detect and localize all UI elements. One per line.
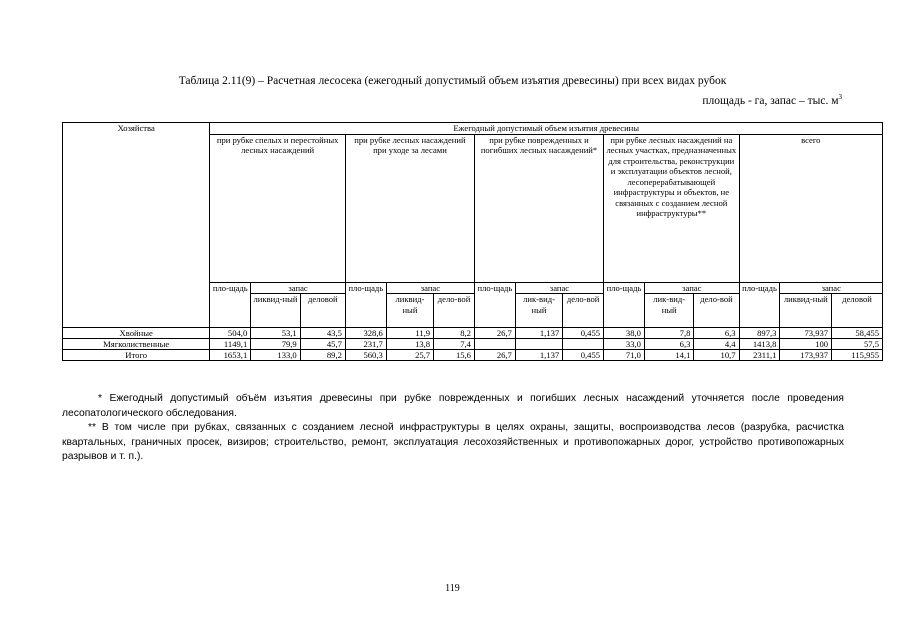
cell: 2311,1 — [739, 350, 780, 361]
cell: 43,5 — [300, 328, 345, 339]
header-group-3: при рубке поврежденных и погибших лесных насаждений* — [474, 134, 603, 282]
cell: 10,7 — [694, 350, 739, 361]
header-stock: запас — [251, 282, 346, 294]
header-area: пло-щадь — [739, 282, 780, 328]
cell: 7,8 — [644, 328, 693, 339]
cell: 1,137 — [515, 350, 562, 361]
row-name: Мягколиственные — [63, 339, 210, 350]
cell: 560,3 — [345, 350, 386, 361]
cell: 45,7 — [300, 339, 345, 350]
logging-table — [62, 122, 883, 361]
header-area: пло-щадь — [210, 282, 251, 328]
cell: 57,5 — [832, 339, 883, 350]
header-group-2: при рубке лесных насаждений при уходе за лесами — [345, 134, 474, 282]
units-label: площадь - га, запас – тыс. $м^3$ — [702, 93, 842, 107]
cell — [515, 339, 562, 350]
cell: 1,137 — [515, 328, 562, 339]
row-name: Итого — [63, 350, 210, 361]
cell: 73,937 — [780, 328, 832, 339]
header-stock: запас — [515, 282, 603, 294]
header-liquid: ликвид-ный — [386, 294, 433, 328]
cell: 4,4 — [694, 339, 739, 350]
header-business: деловой — [300, 294, 345, 328]
cell: 1413,8 — [739, 339, 780, 350]
cell: 26,7 — [474, 350, 515, 361]
cell: 0,455 — [563, 328, 604, 339]
header-group-5: всего — [739, 134, 882, 282]
cell: 15,6 — [434, 350, 475, 361]
cell: 58,455 — [832, 328, 883, 339]
cell: 26,7 — [474, 328, 515, 339]
cell: 173,937 — [780, 350, 832, 361]
header-area: пло-щадь — [474, 282, 515, 328]
footnotes — [62, 392, 844, 465]
header-liquid: ликвид-ный — [780, 294, 832, 328]
cell: 504,0 — [210, 328, 251, 339]
cell: 328,6 — [345, 328, 386, 339]
cell: 38,0 — [604, 328, 645, 339]
header-business: деловой — [832, 294, 883, 328]
table-row — [63, 328, 883, 339]
header-farm: Хозяйства — [63, 123, 210, 328]
header-liquid: лик-вид-ный — [644, 294, 693, 328]
header-group-1: при рубке спелых и перестойных лесных насаждений — [210, 134, 346, 282]
table-row — [63, 350, 883, 361]
cell: 33,0 — [604, 339, 645, 350]
cell — [563, 339, 604, 350]
header-liquid: лик-вид-ный — [515, 294, 562, 328]
header-stock: запас — [644, 282, 739, 294]
cell — [474, 339, 515, 350]
header-liquid: ликвид-ный — [251, 294, 300, 328]
table-row — [63, 339, 883, 350]
footnote-2: ** В том числе при рубках, связанных с созданием лесной инфраструктуры в целях охраны, защиты, воспроизводства лесов (разрубка, расчистка квартальных, граничных просек, визиров; строительство, ремонт, эксплуатация лесохозяйственных и противопожарных дорог, устройство противопожарных разрывов и т. п.). — [62, 422, 844, 462]
cell: 71,0 — [604, 350, 645, 361]
cell: 8,2 — [434, 328, 475, 339]
cell: 100 — [780, 339, 832, 350]
cell: 13,8 — [386, 339, 433, 350]
cell: 6,3 — [694, 328, 739, 339]
header-area: пло-щадь — [604, 282, 645, 328]
cell: 231,7 — [345, 339, 386, 350]
header-group-4: при рубке лесных насаждений на лесных участках, предназначенных для строительства, реконструкции и эксплуатации объектов лесной, лесоперерабатывающей инфраструктуры и объектов, не связанных с созданием лесной инфраструктуры** — [604, 134, 740, 282]
cell: 7,4 — [434, 339, 475, 350]
header-business: дело-вой — [434, 294, 475, 328]
cell: 79,9 — [251, 339, 300, 350]
cell: 14,1 — [644, 350, 693, 361]
cell: 897,3 — [739, 328, 780, 339]
header-business: дело-вой — [563, 294, 604, 328]
cell: 115,955 — [832, 350, 883, 361]
cell: 25,7 — [386, 350, 433, 361]
cell: 53,1 — [251, 328, 300, 339]
header-group: Ежегодный допустимый объем изъятия древесины — [210, 123, 883, 135]
row-name: Хвойные — [63, 328, 210, 339]
cell: 133,0 — [251, 350, 300, 361]
header-area: пло-щадь — [345, 282, 386, 328]
footnote-1: * Ежегодный допустимый объём изъятия древесины при рубке поврежденных и погибших лесных насаждений уточняется после проведения лесопатологического обследования. — [62, 393, 844, 419]
header-stock: запас — [386, 282, 474, 294]
table-title: Таблица 2.11(9) – Расчетная лесосека (ежегодный допустимый объем изъятия древесины) при всех видах рубок — [178, 75, 727, 87]
cell: 0,455 — [563, 350, 604, 361]
header-stock: запас — [780, 282, 883, 294]
page-number: 119 — [445, 583, 460, 594]
cell: 1149,1 — [210, 339, 251, 350]
cell: 89,2 — [300, 350, 345, 361]
cell: 11,9 — [386, 328, 433, 339]
header-business: дело-вой — [694, 294, 739, 328]
cell: 6,3 — [644, 339, 693, 350]
cell: 1653,1 — [210, 350, 251, 361]
